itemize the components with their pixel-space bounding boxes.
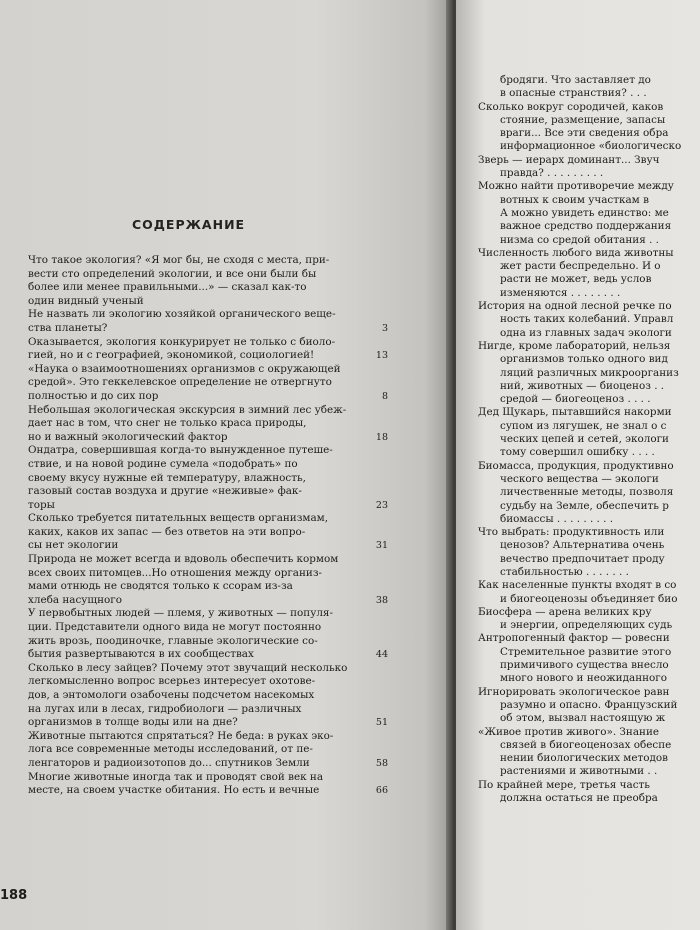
toc-entry-line: один видный ученый [28,294,144,307]
page-title: СОДЕРЖАНИЕ [132,217,246,232]
right-page-line: ность таких колебаний. Управл [500,313,674,326]
toc-entry-line: средой». Это геккелевское определение не отвергнуто [28,376,332,389]
toc-entry-line: Сколько требуется питательных веществ организмам, [28,512,329,525]
right-page-line: связей в биогеоценозах обеспе [500,738,672,751]
right-page-line: информационное «биологическо [500,140,682,153]
right-page-line: Биомасса, продукция, продуктивно [478,459,674,472]
toc-entry-line: газовый состав воздуха и другие «неживые» фак- [28,485,302,498]
right-page-line: История на одной лесной речке по [478,300,672,313]
toc-entry-line: Многие животные иногда так и проводят свой век на [28,770,324,783]
toc-entry [28,512,438,553]
right-page [456,0,700,930]
toc-entry [28,444,438,512]
toc-entry-line: мами отнюдь не сводятся только к ссорам из-за [28,580,293,593]
toc-entry-line: «Наука о взаимоотношениях организмов с окружающей [28,362,341,375]
toc-page-number: 38 [375,594,388,606]
toc-page-number: 23 [375,499,388,511]
right-page-line: Что выбрать: продуктивность или [478,526,665,539]
right-page-line: Как населенные пункты входят в со [478,579,677,592]
right-page-line: ляций различных микроорганиз [500,366,679,379]
right-page-line: По крайней мере, третья часть [478,778,650,791]
right-page-line: ценозов? Альтернатива очень [500,539,665,552]
right-page-text [478,74,700,805]
right-page-line: Сколько вокруг сородичей, каков [478,100,664,113]
toc-page-number: 44 [375,649,388,661]
toc-page-number: 51 [375,717,388,729]
toc-page-number: 66 [375,785,388,797]
right-page-line: Стремительное развитие этого [500,645,672,658]
right-page-line: в опасные странствия? . . . [500,87,647,100]
toc-entry [28,254,438,308]
right-page-line: ний, животных — биоценоз . . [500,379,665,392]
right-page-line: «Живое против живого». Знание [478,725,660,738]
right-page-line: и биогеоценозы объединяет био [500,592,678,605]
toc-entry-line: Сколько в лесу зайцев? Почему этот звучащий несколько [28,661,348,674]
toc-page-number: 58 [375,757,388,769]
right-page-line: нении биологических методов [500,752,668,765]
toc-entry-line: Не назвать ли экологию хозяйкой органического веще- [28,308,336,321]
right-page-line: средой — биогеоценоз . . . . [500,393,651,406]
toc-entry-line: Что такое экология? «Я мог бы, не сходя с места, при- [28,254,330,266]
toc-entry-line: ленгаторов и радиоизотопов до... спутников Земли [28,756,310,769]
page-number: 188 [0,888,28,903]
right-page-line: вечество предпочитает проду [500,552,665,565]
right-page-line: бродяги. Что заставляет до [500,74,651,86]
toc-entry-line: полностью и до сих пор [28,389,159,402]
toc-entry-line: лога все современные методы исследований, от пе- [28,743,313,756]
right-page-line: Биосфера — арена великих кру [478,605,652,618]
toc-entry-line: ствие, и на новой родине сумела «подобрать» по [28,457,298,470]
toc-entry-line: всех своих питомцев...Но отношения между организ- [28,566,323,579]
right-page-line: должна остаться не преобра [500,792,658,805]
right-page-line: одна из главных задач экологи [500,326,672,339]
right-page-line: Дед Щукарь, пытавшийся накорми [478,406,672,419]
toc-entry [28,662,438,730]
right-page-line: организмов только одного вид [500,353,668,366]
toc-entry-line: более или менее правильными...» — сказал как-то [28,281,307,294]
right-page-line: жет расти беспредельно. И о [500,260,661,273]
right-page-line: супом из лягушек, не знал о с [500,419,667,432]
toc-entry-line: дает нас в том, что снег не только краса природы, [28,417,307,430]
toc-entry-line: вести сто определений экологии, и все они были бы [28,267,317,280]
right-page-line: разумно и опасно. Французский [500,698,678,711]
toc-entry [28,607,438,661]
right-page-line: враги... Все эти сведения обра [500,127,669,140]
right-page-line: и энергии, определяющих судь [500,619,673,632]
right-page-line: правда? . . . . . . . . . [500,167,604,180]
right-page-line: растениями и животными . . [500,765,658,778]
toc-entry [28,404,438,445]
right-page-line: судьбу на Земле, обеспечить р [500,499,669,512]
toc-entry [28,771,438,798]
toc-entry [28,363,438,404]
toc-entry-line: гией, но и с географией, экономикой, социологией! [28,349,315,362]
right-page-line: Антропогенный фактор — ровесни [478,632,670,645]
toc-entry-line: ции. Представители одного вида не могут постоянно [28,621,322,634]
table-of-contents [28,254,438,798]
right-page-line: примичивого существа внесло [500,659,669,672]
toc-entry-line: каких, каков их запас — без ответов на эти вопро- [28,525,306,538]
toc-entry [28,553,438,607]
toc-entry-line: Животные пытаются спрятаться? Не беда: в руках эко- [28,729,334,742]
toc-entry-line: торы [28,498,55,511]
toc-entry-line: легкомысленно вопрос всерьез интересует охотове- [28,675,316,688]
toc-page-number: 13 [375,350,388,362]
toc-entry [28,308,438,335]
toc-entry-line: Ондатра, совершившая когда-то вынужденное путеше- [28,444,333,457]
right-page-line: личественные методы, позволя [500,486,674,499]
right-page-line: изменяются . . . . . . . . [500,286,621,299]
toc-entry-line: хлеба насущного [28,593,122,606]
toc-entry-line: сы нет экологии [28,539,119,552]
toc-entry-line: но и важный экологический фактор [28,430,228,443]
right-page-line: много нового и неожиданного [500,672,667,685]
toc-entry-line: организмов в толще воды или на дне? [28,716,238,729]
right-page-line: А можно увидеть единство: ме [500,206,669,219]
right-page-line: ческого вещества — экологи [500,472,659,485]
toc-entry-line: Природа не может всегда и вдоволь обеспечить кормом [28,553,339,566]
toc-entry-line: месте, на своем участке обитания. Но есть и вечные [28,784,320,797]
right-page-line: ческих цепей и сетей, экологи [500,433,669,446]
toc-page-number: 3 [381,322,388,334]
right-page-line: Нигде, кроме лабораторий, нельзя [478,339,671,352]
toc-entry-line: жить врозь, поодиночке, главные экологические со- [28,634,318,647]
toc-entry-line: У первобытных людей — племя, у животных — популя- [28,607,334,620]
toc-page-number: 8 [381,390,388,402]
toc-entry [28,336,438,363]
right-page-line: низма со средой обитания . . [500,233,659,246]
right-page-line: важное средство поддержания [500,220,672,233]
right-page-line: Зверь — иерарх доминант... Звуч [478,153,660,166]
right-page-line: Численность любого вида животны [478,246,674,259]
right-page-line: Игнорировать экологическое равн [478,685,670,698]
toc-entry-line: ства планеты? [28,321,108,334]
right-page-line: стояние, размещение, запасы [500,113,666,126]
toc-entry-line: Оказывается, экология конкурирует не только с биоло- [28,335,336,348]
right-page-line: об этом, вызвал настоящую ж [500,712,666,725]
toc-entry-line: своему вкусу нужные ей температуру, влажность, [28,471,306,484]
toc-page-number: 31 [375,540,388,552]
toc-entry [28,730,438,771]
right-page-line: стабильностью . . . . . . . [500,565,629,578]
right-page-line: расти не может, ведь услов [500,273,652,286]
toc-entry-line: бытия развертываются в их сообществах [28,648,254,661]
toc-page-number: 18 [375,431,388,443]
right-page-line: биомассы . . . . . . . . . [500,512,614,525]
right-page-line: тому совершил ошибку . . . . [500,446,655,459]
right-page-line: Можно найти противоречие между [478,180,674,193]
right-page-line: вотных к своим участкам в [500,193,649,206]
toc-entry-line: дов, а энтомологи озабочены подсчетом насекомых [28,689,315,701]
toc-entry-line: на лугах или в лесах, гидробиологи — различных [28,702,302,715]
toc-entry-line: Небольшая экологическая экскурсия в зимний лес убеж- [28,403,347,416]
